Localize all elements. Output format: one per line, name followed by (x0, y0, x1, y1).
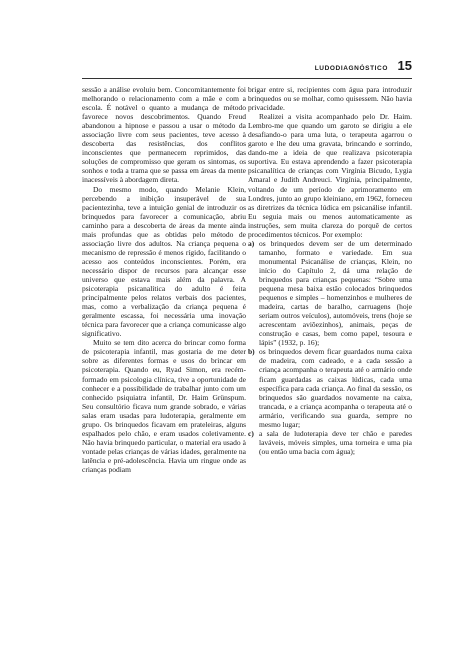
paragraph: Do mesmo modo, quando Melanie Klein, percebendo a inibição insuperável de sua pacientezinha, teve a intuição genial de introduzir os brinquedos para favorecer a comunicação, abriu caminho para a descoberta de áreas da mente ainda mais profundas que as obtidas pelo método de associação livre dos adultos. Na criança pequena o mecanismo de repressão é menos rígido, facilitando o acesso aos conteúdos inconscientes. Porém, era necessário dispor de recursos para alcançar esse universo que estava mais além da palavra. A psicoterapia psicanalítica do adulto é feita principalmente pelos relatos verbais dos pacientes, mas, como a verbalização da criança pequena é geralmente escassa, foi necessária uma inovação técnica para favorecer que a criança comunicasse algo significativo. (82, 184, 246, 339)
running-head (82, 58, 412, 77)
right-column (248, 85, 412, 456)
page-number: 15 (397, 58, 412, 73)
list-marker: b) (248, 347, 255, 357)
list-item (248, 429, 412, 456)
header-rule (82, 78, 412, 79)
left-column (82, 85, 246, 474)
paragraph: Realizei a visita acompanhado pelo Dr. Haim. Lembro-me que quando um garoto se dirigiu a ele desafiando-o para uma luta, o terapeuta agarrou o garoto e lhe deu uma gravata, brincando e sorrindo, dando-me a ideia de que realizava psicoterapia suportiva. Eu estava aprendendo a fazer psicoterapia psicanalítica de crianças com Virgínia Bicudo, Lygia Amaral e Judith Andreuci. Virgínia, principalmente, voltando de um período de aprimoramento em Londres, junto ao grupo kleiniano, em 1962, forneceu as diretrizes da técnica lúdica em psicanálise infantil. Eu seguia mais ou menos automaticamente as instruções, sem muita clareza do porquê de certos procedimentos técnicos. Por exemplo: (248, 112, 412, 239)
list-marker: a) (248, 238, 255, 248)
paragraph: sessão a análise evoluiu bem. Concomitantemente foi melhorando o relacionamento com a mãe e com a escola. É notável o quanto a mudança de método favorece novos descobrimentos. Quando Freud abandonou a hipnose e passou a usar o método da associação livre com seus pacientes, teve acesso à descoberta das resistências, dos conflitos inconscientes que permanecem reprimidos, das soluções de compromisso que geram os sintomas, os sonhos e toda a trama que se passa em áreas da mente inacessíveis à abordagem direta. (82, 85, 246, 185)
paragraph: Muito se tem dito acerca do brincar como forma de psicoterapia infantil, mas gostaria de me deter sobre as diferentes formas e usos do brincar em psicoterapia. Quando eu, Ryad Simon, era recém-formado em psicologia clínica, tive a oportunidade de conhecer e a possibilidade de trabalhar junto com um conhecido psiquiatra infantil, Dr. Haim Grünspum. Seu consultório ficava num grande sobrado, e várias salas eram usadas para ludoterapia, geralmente em grupo. Os brinquedos ficavam em prateleiras, alguns espalhados pelo chão, e eram usados coletivamente. Não havia brinquedo particular, o material era usado à vontade pelas crianças de várias idades, geralmente na latência e pré-adolescência. Havia um ringue onde as crianças podiam (82, 338, 246, 474)
list-item (248, 347, 412, 428)
list-item (248, 239, 412, 348)
list-item-text: os brinquedos devem ser de um determinado tamanho, formato e variedade. Em sua monumental Psicanálise de crianças, Klein, no início do Capítulo 2, dá uma relação de brinquedos para crianças pequenas: “Sobre uma pequena mesa baixa estão colocados brinquedos pequenos e simples – homenzinhos e mulheres de madeira, cartas de baralho, carruagens (hoje seriam outros veículos), automóveis, trens (hoje se acrescentam aviõezinhos), animais, peças de construção e casas, bem como papel, tesoura e lápis” (1932, p. 16); (259, 238, 412, 348)
list-item-text: os brinquedos devem ficar guardados numa caixa de madeira, com cadeado, e a cada sessão a criança acompanha o terapeuta até o armário onde ficam guardadas as caixas lúdicas, cada uma específica para cada criança. Ao final da sessão, os brinquedos são guardados novamente na caixa, trancada, e a criança acompanha o terapeuta até o armário, verificando sua guarda, sempre no mesmo lugar; (259, 347, 412, 429)
list-marker: c) (248, 428, 254, 438)
list-item-text: a sala de ludoterapia deve ter chão e paredes laváveis, móveis simples, uma torneira e uma pia (ou então uma bacia com água); (259, 428, 412, 456)
running-head-title: LUDODIAGNÓSTICO (314, 65, 388, 72)
paragraph: brigar entre si, recipientes com água para introduzir brinquedos ou se molhar, como quisessem. Não havia privacidade. (248, 85, 412, 113)
